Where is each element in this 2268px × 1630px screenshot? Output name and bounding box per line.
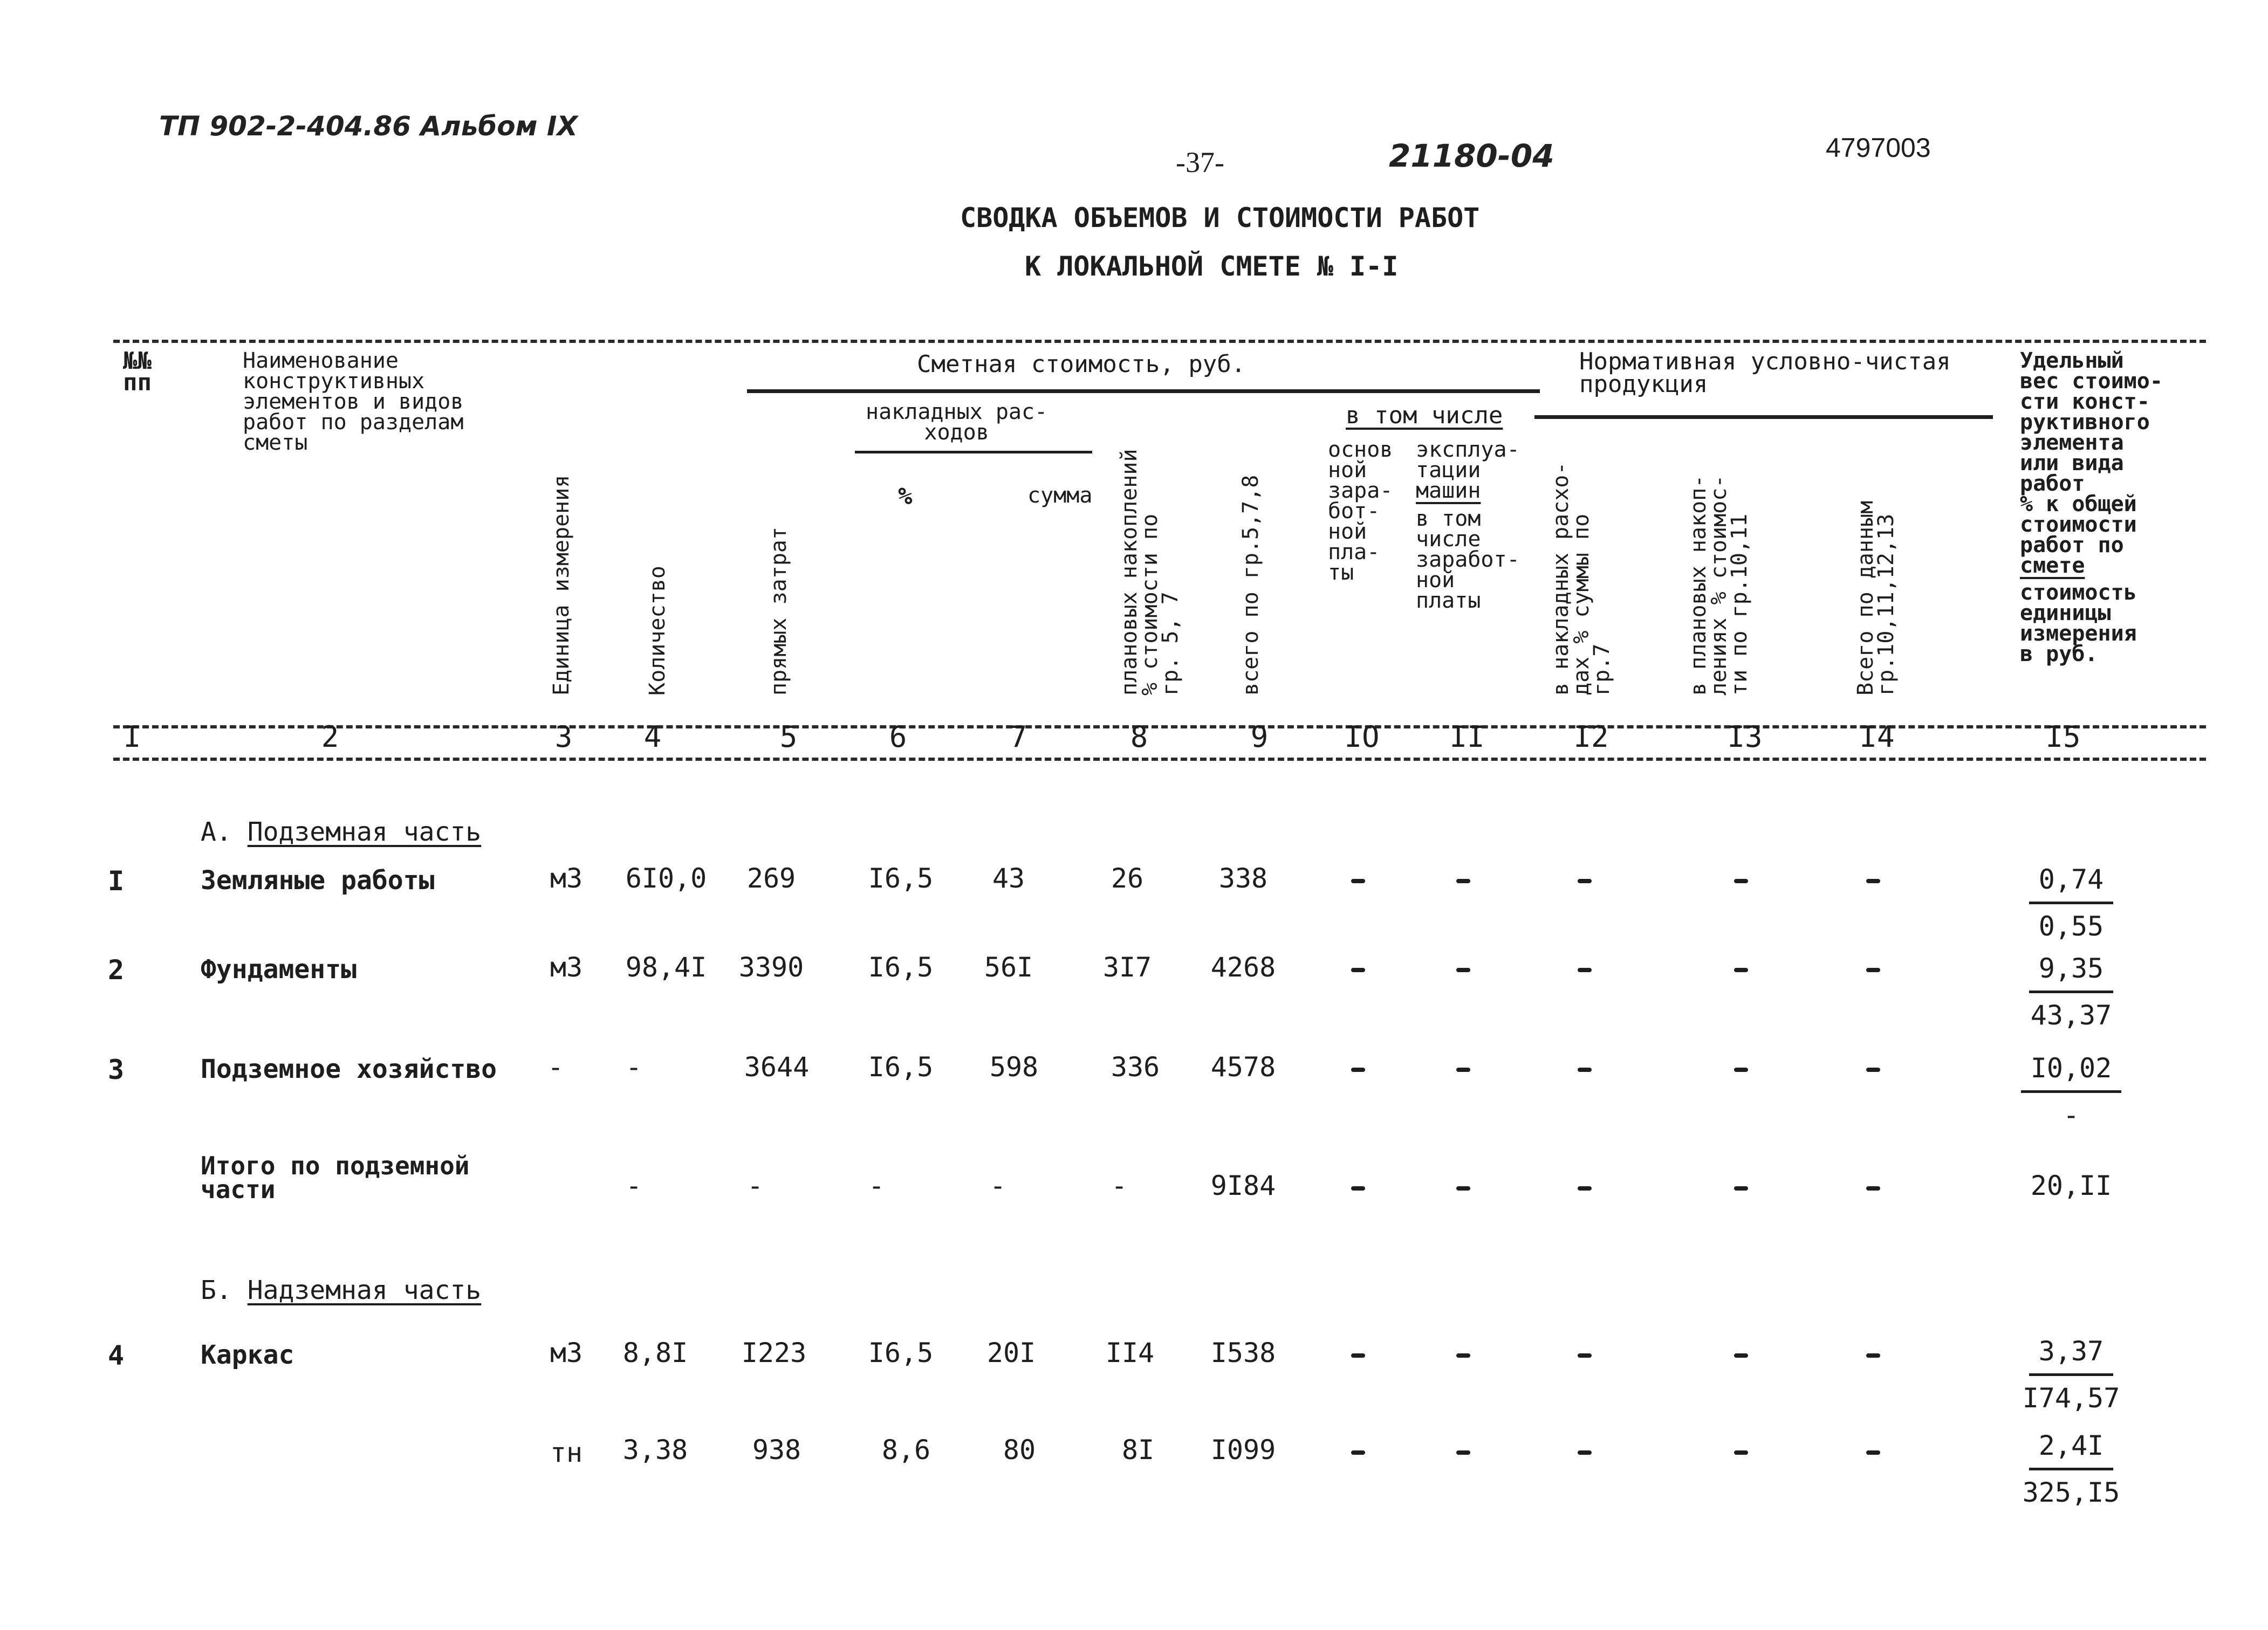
row-pct: I6,5 — [868, 952, 934, 983]
col-base-wage-header: основ ной зара- бот- ной пла- ты — [1328, 437, 1393, 585]
section-heading-a: А. Подземная часть — [201, 817, 482, 847]
column-number: 6 — [889, 720, 907, 754]
column-number: 3 — [554, 720, 573, 754]
empty-cell-dash — [1866, 1450, 1880, 1455]
row-sum: - — [989, 1170, 1006, 1201]
empty-cell-dash — [1866, 879, 1880, 883]
row-unit: м3 — [550, 863, 583, 894]
inventory-number: 4797003 — [1826, 133, 1931, 163]
doc-code: ТП 902-2-404.86 Альбом IX — [159, 111, 578, 142]
row-weight: 20,II — [2030, 1170, 2112, 1201]
page-number: -37- — [1176, 146, 1224, 178]
row-unit: тн — [550, 1437, 583, 1468]
column-number: II — [1449, 720, 1485, 754]
column-number: 9 — [1250, 720, 1269, 754]
column-number: 5 — [779, 720, 798, 754]
row-total: 4578 — [1210, 1051, 1276, 1083]
doc-number: 21180-04 — [1389, 137, 1554, 174]
row-pct: I6,5 — [868, 1337, 934, 1368]
column-number: 2 — [321, 720, 339, 754]
norm-group-rule — [1534, 415, 1993, 419]
empty-cell-dash — [1456, 1450, 1470, 1455]
empty-cell-dash — [1456, 1353, 1470, 1358]
row-weight: 9,35 43,37 — [2017, 946, 2125, 1037]
row-direct: 3390 — [738, 952, 804, 983]
empty-cell-dash — [1578, 1068, 1592, 1072]
row-qty: 6I0,0 — [625, 863, 707, 894]
empty-cell-dash — [1734, 1068, 1748, 1072]
row-qty: 3,38 — [622, 1434, 688, 1466]
column-number: I3 — [1727, 720, 1763, 754]
col-norm-total-header: Всего по данным гр.10,11,12,13 — [1853, 500, 1899, 696]
row-direct: - — [746, 1170, 764, 1201]
empty-cell-dash — [1734, 1353, 1748, 1358]
row-direct: 269 — [746, 863, 796, 894]
col-direct-header: прямых затрат — [766, 526, 791, 696]
norm-group-header: Нормативная условно-чистая продукция — [1579, 348, 1951, 398]
section-heading-b: Б. Надземная часть — [201, 1275, 482, 1305]
row-plan: - — [1111, 1170, 1128, 1201]
col-norm-overhead-header: в накладных расхо- дах % суммы по гр.7 — [1548, 462, 1614, 696]
column-number: 7 — [1009, 720, 1027, 754]
row-pct: - — [868, 1170, 885, 1201]
empty-cell-dash — [1866, 1186, 1880, 1191]
empty-cell-dash — [1578, 968, 1592, 972]
column-number: 4 — [643, 720, 662, 754]
col-pct-header: % — [898, 483, 913, 510]
row-name: Земляные работы — [201, 865, 435, 896]
row-plan: II4 — [1105, 1337, 1155, 1368]
empty-cell-dash — [1578, 1450, 1592, 1455]
overhead-group-header: накладных рас- ходов — [866, 400, 1048, 445]
row-total: I538 — [1210, 1337, 1276, 1368]
column-number: I2 — [1573, 720, 1609, 754]
column-number: 8 — [1130, 720, 1148, 754]
row-direct: I223 — [741, 1337, 807, 1368]
table-top-rule — [113, 340, 2206, 343]
col-num-header: №№ пп — [123, 347, 152, 396]
empty-cell-dash — [1351, 1068, 1365, 1072]
row-total: 338 — [1218, 863, 1268, 894]
column-number: I5 — [2045, 720, 2081, 754]
page-title: СВОДКА ОБЪЕМОВ И СТОИМОСТИ РАБОТ — [960, 202, 1480, 233]
row-sum: 56I — [984, 952, 1033, 983]
empty-cell-dash — [1734, 1450, 1748, 1455]
page-subtitle: К ЛОКАЛЬНОЙ СМЕТЕ № I-I — [1025, 251, 1399, 282]
column-number: I — [123, 720, 141, 754]
cost-group-rule — [747, 389, 1540, 393]
empty-cell-dash — [1351, 1450, 1365, 1455]
empty-cell-dash — [1866, 1353, 1880, 1358]
col-total-header: всего по гр.5,7,8 — [1238, 474, 1263, 696]
empty-cell-dash — [1734, 968, 1748, 972]
row-qty: - — [625, 1170, 642, 1201]
row-sum: 43 — [992, 863, 1025, 894]
row-unit: м3 — [550, 1337, 583, 1368]
row-direct: 938 — [752, 1434, 801, 1466]
incl-group-header: в том числе — [1346, 402, 1503, 429]
col-unit-header: Единица измерения — [549, 474, 574, 696]
row-unit: м3 — [550, 952, 583, 983]
empty-cell-dash — [1578, 879, 1592, 883]
subtotal-name: Итого по подземной части — [201, 1151, 470, 1204]
row-name: Фундаменты — [201, 954, 357, 985]
row-plan: 3I7 — [1102, 952, 1152, 983]
row-plan: 26 — [1111, 863, 1144, 894]
row-weight: I0,02 - — [2017, 1046, 2125, 1137]
row-number: 2 — [108, 954, 125, 986]
row-number: 3 — [108, 1054, 125, 1085]
col-weight-header: Удельный вес стоимо- сти конст- руктивного элемента или вида работ % к общей стоимости работ по смете стоимость единицы измерения в руб. — [2020, 348, 2163, 666]
row-number: 4 — [108, 1340, 125, 1371]
empty-cell-dash — [1456, 1068, 1470, 1072]
row-pct: I6,5 — [868, 1051, 934, 1083]
col-norm-plan-header: в плановых накоп- лениях % стоимос- ти по гр.10,11 — [1686, 474, 1752, 696]
row-sum: 80 — [1003, 1434, 1036, 1466]
row-direct: 3644 — [744, 1051, 810, 1083]
empty-cell-dash — [1456, 879, 1470, 883]
row-sum: 20I — [986, 1337, 1036, 1368]
row-weight: 3,37 I74,57 — [2017, 1329, 2125, 1420]
empty-cell-dash — [1351, 1186, 1365, 1191]
row-weight: 0,74 0,55 — [2017, 857, 2125, 948]
column-number-rule — [113, 758, 2206, 761]
empty-cell-dash — [1456, 1186, 1470, 1191]
col-qty-header: Количество — [645, 566, 670, 696]
row-unit: - — [547, 1051, 564, 1083]
row-total: 4268 — [1210, 952, 1276, 983]
row-qty: 98,4I — [625, 952, 707, 983]
overhead-group-rule — [855, 451, 1092, 453]
empty-cell-dash — [1866, 968, 1880, 972]
row-qty: - — [625, 1051, 642, 1083]
row-total: I099 — [1210, 1434, 1276, 1466]
row-pct: I6,5 — [868, 863, 934, 894]
row-sum: 598 — [989, 1051, 1039, 1083]
empty-cell-dash — [1734, 879, 1748, 883]
empty-cell-dash — [1351, 968, 1365, 972]
column-number: I4 — [1859, 720, 1895, 754]
row-total: 9I84 — [1210, 1170, 1276, 1201]
cost-group-header: Сметная стоимость, руб. — [917, 350, 1246, 378]
row-pct: 8,6 — [881, 1434, 931, 1466]
empty-cell-dash — [1866, 1068, 1880, 1072]
empty-cell-dash — [1351, 879, 1365, 883]
empty-cell-dash — [1578, 1186, 1592, 1191]
col-plan-header: плановых накоплений % стоимости по гр. 5, 7 — [1117, 449, 1183, 696]
col-sum-header: сумма — [1027, 483, 1093, 508]
empty-cell-dash — [1456, 968, 1470, 972]
row-plan: 336 — [1111, 1051, 1160, 1083]
col-machines-header: эксплуа- тации машин в том числе заработ- ной платы — [1416, 437, 1520, 613]
row-weight: 2,4I 325,I5 — [2017, 1423, 2125, 1515]
row-name: Подземное хозяйство — [201, 1054, 497, 1084]
row-plan: 8I — [1121, 1434, 1155, 1466]
col-name-header: Наименование конструктивных элементов и видов работ по разделам сметы — [243, 348, 464, 455]
empty-cell-dash — [1578, 1353, 1592, 1358]
row-name: Каркас — [201, 1340, 294, 1370]
row-number: I — [108, 865, 125, 897]
empty-cell-dash — [1351, 1353, 1365, 1358]
column-number: IO — [1344, 720, 1380, 754]
row-qty: 8,8I — [622, 1337, 688, 1368]
empty-cell-dash — [1734, 1186, 1748, 1191]
